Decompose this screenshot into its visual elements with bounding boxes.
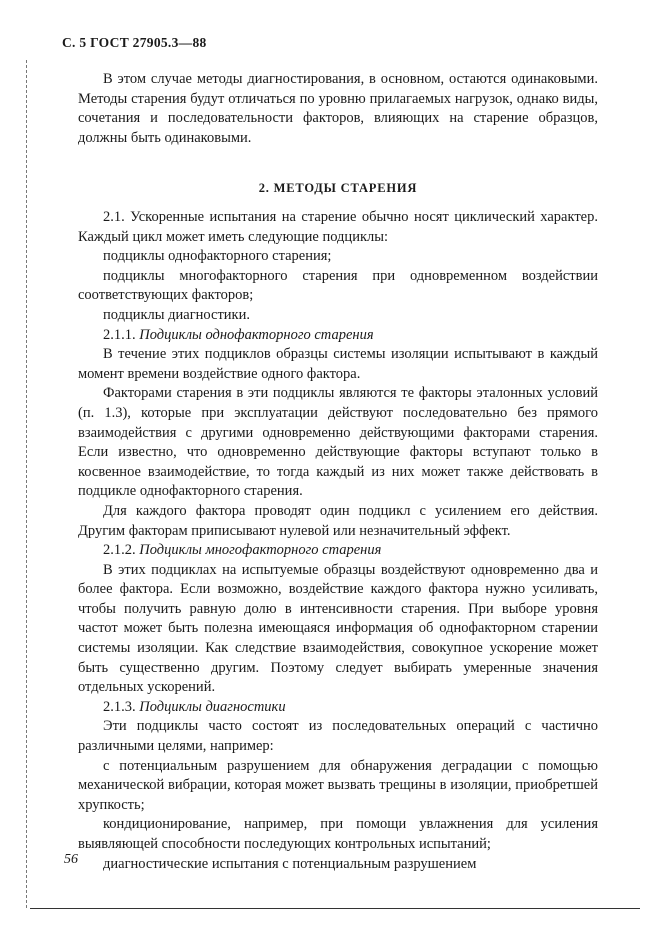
subsection-2-1-1-heading	[78, 326, 598, 346]
subsection-2-1-2-heading	[78, 541, 598, 561]
bottom-rule	[30, 908, 640, 909]
paragraph: Факторами старения в эти подциклы являются те факторы эталонных условий (п. 1.3), которые при эксплуатации действуют последовательно без прямого взаимодействия с другими одновременно действующими факторами старения. Если известно, что одновременно действующие факторы вступают только в косвенное взаимодействие, то тогда каждый из них может также действовать в подцикле однофакторного старения.	[78, 385, 598, 500]
list-item: подциклы однофакторного старения;	[103, 248, 332, 265]
binding-edge	[26, 60, 27, 908]
list-item: с потенциальным разрушением для обнаружения деградации с помощью механической вибрации, которая может вызвать трещины в изоляции, приобретшей хрупкость;	[78, 757, 598, 813]
list-item: диагностические испытания с потенциальным разрушением	[103, 855, 477, 872]
list-item: подциклы многофакторного старения при одновременном воздействии соответствующих факторов;	[78, 267, 598, 304]
paragraph-2-1: 2.1. Ускоренные испытания на старение обычно носят циклический характер. Каждый цикл может иметь следующие подциклы:	[78, 209, 598, 245]
paragraph: В этих подциклах на испытуемые образцы воздействуют одновременно два и более фактора. Если возможно, воздействие каждого фактора нужно усиливать, чтобы получить равную долю в интенсивности старения. При выборе уровня частот может быть полезна имеющаяся информация об однофакторном старении системы изоляции. Как следствие взаимодействия, совокупное ускорение может быть существенно другим. Поэтому следует выбирать умеренные значения отдельных ускорений.	[78, 561, 598, 696]
subsection-title: Подциклы диагностики	[139, 698, 286, 715]
body-text	[78, 208, 598, 874]
page-header: С. 5 ГОСТ 27905.3—88	[62, 35, 207, 50]
subsection-number: 2.1.3.	[103, 698, 136, 715]
section-title: 2. МЕТОДЫ СТАРЕНИЯ	[258, 181, 418, 195]
list-item: кондиционирование, например, при помощи увлажнения для усиления выявляющей способности последующих контрольных испытаний;	[78, 816, 598, 852]
paragraph: Для каждого фактора проводят один подцикл с усилением его действия. Другим факторам приписывают нулевой или незначительный эффект.	[78, 502, 598, 539]
subsection-number: 2.1.1.	[103, 326, 136, 343]
subsection-2-1-3-heading	[78, 698, 598, 718]
subsection-number: 2.1.2.	[103, 542, 136, 559]
paragraph: В течение этих подциклов образцы системы изоляции испытывают в каждый момент времени воздействие одного фактора.	[78, 346, 598, 382]
intro-block	[78, 70, 598, 148]
paragraph: Эти подциклы часто состоят из последовательных операций с частично различными целями, например:	[78, 718, 598, 755]
page-number: 56	[64, 852, 78, 867]
intro-paragraph: В этом случае методы диагностирования, в основном, остаются одинаковыми. Методы старения будут отличаться по уровню прилагаемых нагрузок, однако виды, сочетания и последовательности факторов, влияющих на старение образцов, должны быть одинаковыми.	[78, 71, 598, 146]
list-item: подциклы диагностики.	[103, 306, 250, 323]
subsection-title: Подциклы однофакторного старения	[139, 326, 374, 343]
subsection-title: Подциклы многофакторного старения	[139, 542, 382, 559]
